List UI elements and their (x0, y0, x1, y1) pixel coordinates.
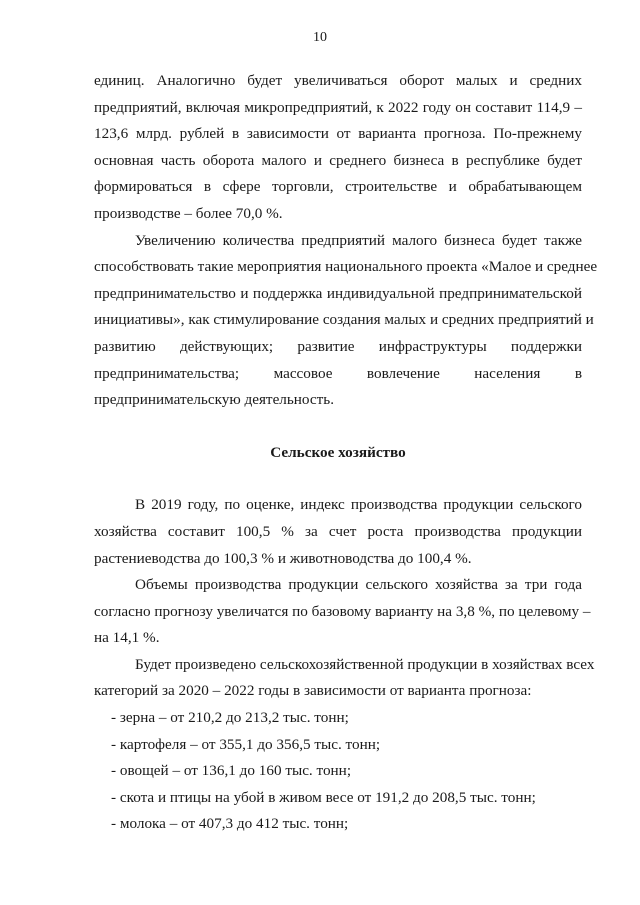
text-line: единиц. Аналогично будет увеличиваться оборот малых и средних (94, 72, 582, 89)
text-line: предприятий, включая микропредприятий, к 2022 году он составит 114,9 – (94, 98, 582, 116)
text-line: Увеличению количества предприятий малого бизнеса будет также (135, 231, 582, 249)
list-item: - овощей – от 136,1 до 160 тыс. тонн; (111, 762, 352, 780)
list-item: - скота и птицы на убой в живом весе от 191,2 до 208,5 тыс. тонн; (111, 788, 536, 806)
paragraph-national-project (94, 228, 598, 414)
text-line: основная часть оборота малого и среднего бизнеса в республике будет (94, 151, 582, 169)
text-line: предпринимательство и поддержка индивидуальной предпринимательской (94, 284, 582, 302)
text-line: способствовать такие мероприятия национального проекта «Малое и среднее (94, 258, 598, 276)
text-line: хозяйства составит 100,5 % за счет роста производства продукции (94, 522, 582, 540)
list-item: - зерна – от 210,2 до 213,2 тыс. тонн; (111, 709, 349, 727)
paragraph-business-turnover (94, 68, 582, 228)
production-list (94, 705, 582, 838)
text-line: предпринимательства; массовое вовлечение населения в (94, 364, 582, 382)
text-line: 123,6 млрд. рублей в зависимости от варианта прогноза. По-прежнему (94, 125, 582, 143)
text-line: производстве – более 70,0 %. (94, 204, 283, 222)
text-line: согласно прогнозу увеличатся по базовому варианту на 3,8 %, по целевому – (94, 602, 591, 620)
text-line: формироваться в сфере торговли, строительстве и обрабатывающем (94, 178, 582, 196)
text-line: Объемы производства продукции сельского хозяйства за три года (135, 576, 582, 594)
text-line: инициативы», как стимулирование создания малых и средних предприятий и (94, 311, 594, 329)
section-heading: Сельское хозяйство (270, 443, 406, 461)
text-line: Будет произведено сельскохозяйственной продукции в хозяйствах всех (135, 655, 595, 673)
spacer (94, 466, 582, 492)
spacer (94, 414, 582, 440)
text-line: предпринимательскую деятельность. (94, 391, 335, 409)
paragraph-agriculture-index (94, 492, 582, 572)
text-line: на 14,1 %. (94, 629, 160, 647)
paragraph-production-forecast (94, 652, 595, 705)
page-number: 10 (313, 30, 327, 45)
list-item: - картофеля – от 355,1 до 356,5 тыс. тонн; (111, 735, 381, 753)
text-line: В 2019 году, по оценке, индекс производства продукции сельского (135, 496, 582, 514)
text-line: категорий за 2020 – 2022 годы в зависимости от варианта прогноза: (94, 682, 532, 700)
paragraph-production-volume (94, 572, 591, 652)
page-content (94, 68, 598, 838)
text-line: растениеводства до 100,3 % и животноводства до 100,4 %. (94, 549, 472, 567)
text-line: развитию действующих; развитие инфраструктуры поддержки (94, 337, 582, 355)
list-item: - молока – от 407,3 до 412 тыс. тонн; (111, 815, 349, 833)
